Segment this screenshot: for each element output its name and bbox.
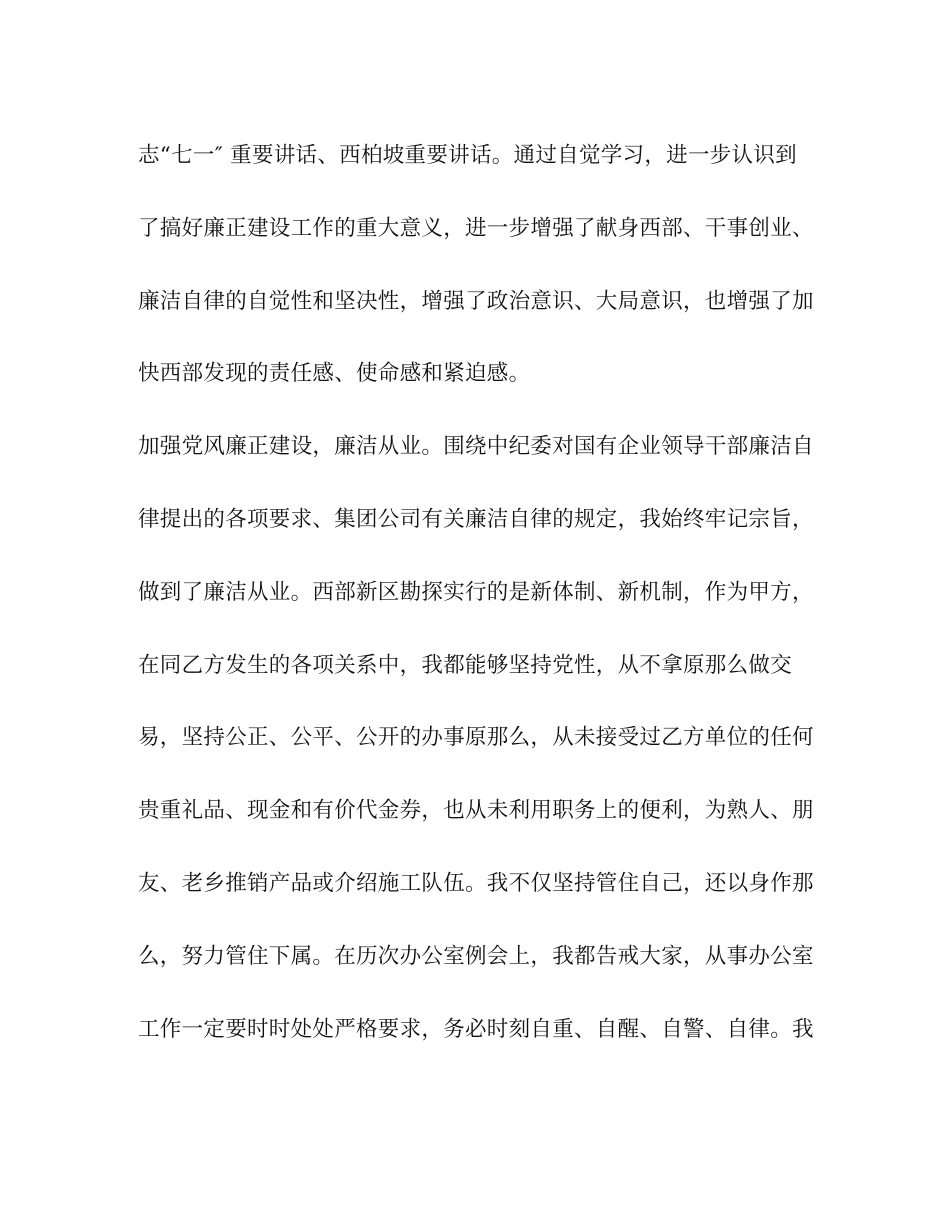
text-line: 了搞好廉正建设工作的重大意义，进一步增强了献身西部、干事创业、 — [138, 215, 814, 241]
text-line: 加强党风廉正建设，廉洁从业。围绕中纪委对国有企业领导干部廉洁自 — [138, 434, 814, 460]
body-text — [138, 134, 828, 1080]
text-line: 廉洁自律的自觉性和坚决性，增强了政治意识、大局意识，也增强了加 — [138, 288, 814, 314]
text-line: 工作一定要时时处处严格要求，务必时刻自重、自醒、自警、自律。我 — [138, 1016, 814, 1042]
text-line: 在同乙方发生的各项关系中，我都能够坚持党性，从不拿原那么做交 — [138, 652, 793, 678]
text-line: 贵重礼品、现金和有价代金券，也从未利用职务上的便利，为熟人、朋 — [138, 798, 814, 824]
text-line: 做到了廉洁从业。西部新区勘探实行的是新体制、新机制，作为甲方， — [138, 579, 814, 605]
text-line: 志“七一″ 重要讲话、西柏坡重要讲话。通过自觉学习，进一步认识到 — [138, 143, 797, 168]
text-line: 友、老乡推销产品或介绍施工队伍。我不仅坚持管住自己，还以身作那 — [138, 870, 814, 896]
text-line: 快西部发现的责任感、使命感和紧迫感。 — [138, 361, 531, 387]
text-line: 么，努力管住下属。在历次办公室例会上，我都告戒大家，从事办公室 — [138, 943, 814, 969]
text-line: 律提出的各项要求、集团公司有关廉洁自律的规定，我始终牢记宗旨， — [138, 506, 814, 532]
text-line: 易，坚持公正、公平、公开的办事原那么，从未接受过乙方单位的任何 — [138, 725, 814, 751]
